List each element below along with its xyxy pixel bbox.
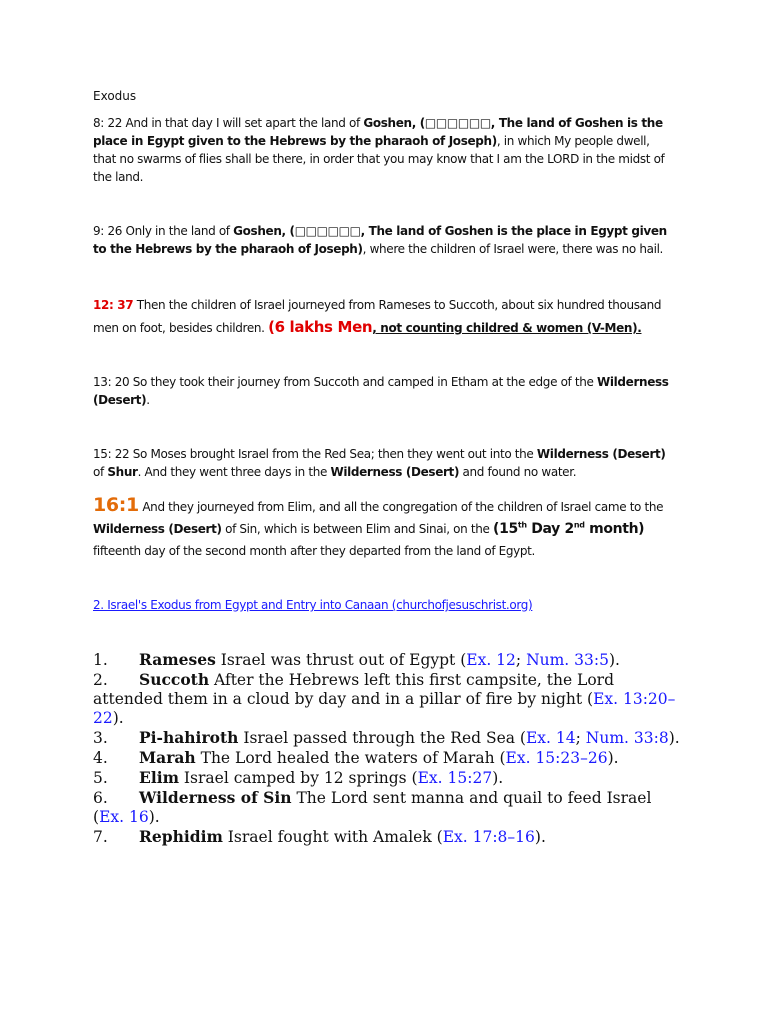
site-desc: The Lord healed the waters of Marah ( xyxy=(195,749,506,767)
verse-text: fifteenth day of the second month after they departed from the land of Egypt. xyxy=(93,544,535,558)
verse-16-1 xyxy=(93,494,673,562)
verse-ref: 16:1 xyxy=(93,494,139,516)
verse-13-20 xyxy=(93,373,673,409)
verse-bold: Wilderness (Desert) xyxy=(330,465,460,479)
item-number: 6. xyxy=(93,789,108,807)
site-desc: Israel was thrust out of Egypt ( xyxy=(215,651,467,669)
date-part: month) xyxy=(584,521,645,537)
verse-text: Only in the land of xyxy=(122,224,234,238)
verse-text: And they journeyed from Elim, and all the congregation of the children of Israel came to the xyxy=(138,500,664,514)
list-item xyxy=(93,788,683,827)
verse-bold: Wilderness (Desert) xyxy=(93,522,222,536)
list-item xyxy=(93,827,683,847)
site-name: Succoth xyxy=(139,670,210,689)
verse-15-22 xyxy=(93,445,673,481)
verse-ref: 12: 37 xyxy=(93,298,134,312)
verse-text: So they took their journey from Succoth and camped in Etham at the edge of the xyxy=(129,375,598,389)
verse-bold: Wilderness (Desert) xyxy=(93,375,669,407)
closing: ). xyxy=(148,808,160,826)
date-part: (15 xyxy=(493,521,518,537)
site-name: Marah xyxy=(139,748,196,767)
item-number: 7. xyxy=(93,828,108,846)
verse-bold: Wilderness (Desert) xyxy=(536,447,666,461)
scripture-ref[interactable]: Ex. 14 xyxy=(525,729,576,747)
site-desc: After the Hebrews left this first campsite, the Lord attended them in a cloud by day and in a pillar of fire by night ( xyxy=(93,671,614,708)
source-link-line xyxy=(93,596,673,614)
closing: ). xyxy=(608,651,620,669)
item-number: 2. xyxy=(93,671,108,689)
scripture-ref[interactable]: Ex. 15:23–26 xyxy=(505,749,608,767)
closing: ). xyxy=(668,729,680,747)
verse-12-37 xyxy=(93,294,673,339)
separator: ; xyxy=(575,729,586,747)
verse-text: . And they went three days in the xyxy=(137,465,331,479)
date-note xyxy=(493,521,644,537)
site-name: Elim xyxy=(139,768,179,787)
site-desc: Israel passed through the Red Sea ( xyxy=(238,729,526,747)
scripture-ref[interactable]: Ex. 17:8–16 xyxy=(442,828,535,846)
separator: ; xyxy=(515,651,527,669)
site-desc: The Lord sent manna and quail to feed Israel ( xyxy=(93,789,652,826)
list-item xyxy=(93,670,683,728)
verse-text: , where the children of Israel were, there was no hail. xyxy=(362,242,664,256)
date-sup: nd xyxy=(573,520,585,530)
list-item xyxy=(93,650,683,670)
scripture-ref[interactable]: Ex. 13:20–22 xyxy=(93,690,676,727)
scripture-ref[interactable]: Ex. 15:27 xyxy=(417,769,493,787)
verse-text: of Sin, which is between Elim and Sinai, on the xyxy=(221,522,494,536)
scripture-ref[interactable]: Ex. 12 xyxy=(466,651,516,669)
closing: ). xyxy=(534,828,546,846)
page-title: Exodus xyxy=(93,89,137,103)
date-sup: th xyxy=(517,520,527,530)
verse-text: So Moses brought Israel from the Red Sea; then they went out into the xyxy=(129,447,537,461)
verse-bold: Goshen, (□□□□□□, The land of Goshen is the place in Egypt given to the Hebrews by the pharaoh of Joseph) xyxy=(93,116,663,148)
site-name: Rameses xyxy=(139,650,216,669)
item-number: 1. xyxy=(93,651,108,669)
exodus-sites-list xyxy=(93,650,683,847)
site-desc: Israel fought with Amalek ( xyxy=(222,828,443,846)
date-part: Day 2 xyxy=(526,521,574,537)
verse-ref: 13: 20 xyxy=(93,375,130,389)
site-name: Wilderness of Sin xyxy=(139,788,292,807)
site-name: Rephidim xyxy=(139,827,223,846)
closing: ). xyxy=(607,749,619,767)
verse-text: Then the children of Israel journeyed from Rameses to Succoth, about six hundred thousand men on foot, besides children. xyxy=(93,298,662,335)
item-number: 5. xyxy=(93,769,108,787)
closing: ). xyxy=(112,709,124,727)
list-item xyxy=(93,748,683,768)
underlined-note: , not counting childred & women (V-Men). xyxy=(372,321,642,335)
verse-bold: Goshen, (□□□□□□, The land of Goshen is the place in Egypt given to the Hebrews by the pharaoh of Joseph) xyxy=(93,224,667,256)
list-item xyxy=(93,768,683,788)
scripture-ref[interactable]: Num. 33:5 xyxy=(526,651,609,669)
verse-ref: 9: 26 xyxy=(93,224,123,238)
closing: ). xyxy=(492,769,504,787)
site-desc: Israel camped by 12 springs ( xyxy=(179,769,418,787)
verse-text: . xyxy=(146,393,150,407)
verse-bold: Shur xyxy=(107,465,138,479)
verse-text: and found no water. xyxy=(459,465,577,479)
item-number: 3. xyxy=(93,729,108,747)
verse-ref: 15: 22 xyxy=(93,447,130,461)
site-name: Pi-hahiroth xyxy=(139,728,239,747)
verse-text: And in that day I will set apart the land of xyxy=(122,116,364,130)
scripture-ref[interactable]: Num. 33:8 xyxy=(585,729,669,747)
list-item xyxy=(93,728,683,748)
highlight-text: (6 lakhs Men xyxy=(268,318,373,336)
item-number: 4. xyxy=(93,749,108,767)
source-link[interactable]: 2. Israel's Exodus from Egypt and Entry into Canaan (churchofjesuschrist.org) xyxy=(93,598,533,612)
verse-ref: 8: 22 xyxy=(93,116,123,130)
scripture-ref[interactable]: Ex. 16 xyxy=(99,808,149,826)
verse-9-26 xyxy=(93,222,673,258)
verse-8-22 xyxy=(93,114,673,186)
verse-text: of xyxy=(93,465,108,479)
verse-text: , in which My people dwell, that no swarms of flies shall be there, in order that you may know that I am the LORD in the midst of the land. xyxy=(93,134,665,184)
